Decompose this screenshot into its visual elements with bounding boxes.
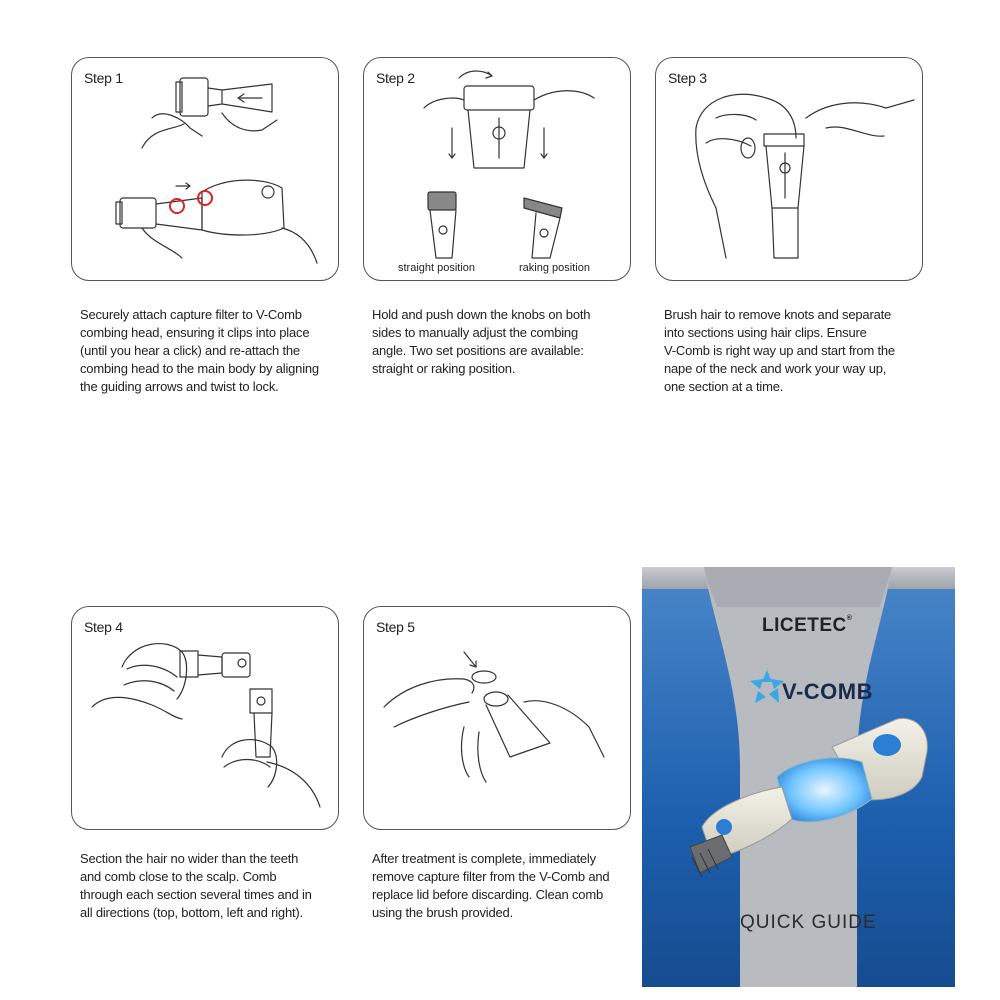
step-4-caption-line: Section the hair no wider than the teeth: [80, 851, 299, 866]
step-3-label: Step 3: [668, 70, 707, 86]
step-1-caption-line: combing head to the main body by aligning: [80, 361, 319, 376]
brand-logo: [762, 615, 852, 637]
brand-name: LICETEC: [762, 615, 847, 636]
step-4-panel: [71, 606, 339, 830]
step-2-caption-line: straight or raking position.: [372, 361, 516, 376]
step-1-caption-line: the guiding arrows and twist to lock.: [80, 379, 279, 394]
step-3-illustration: [656, 58, 924, 282]
step-1-panel: [71, 57, 339, 281]
step-1-caption-line: combing head, ensuring it clips into place: [80, 325, 310, 340]
v-comb-device-image: [682, 707, 952, 897]
step-1-label: Step 1: [84, 70, 123, 86]
step-3-caption-line: V-Comb is right way up and start from the: [664, 343, 895, 358]
step-2-caption: [372, 306, 632, 378]
step-2-caption-line: angle. Two set positions are available:: [372, 343, 584, 358]
step-4-caption-line: through each section several times and in: [80, 887, 312, 902]
step-5-panel: [363, 606, 631, 830]
step-4-caption-line: all directions (top, bottom, left and right).: [80, 905, 303, 920]
raking-position-label: raking position: [519, 262, 590, 274]
step-2-panel: [363, 57, 631, 281]
step-5-caption: [372, 850, 632, 922]
step-2-caption-line: Hold and push down the knobs on both: [372, 307, 591, 322]
step-3-caption-line: into sections using hair clips. Ensure: [664, 325, 867, 340]
step-5-illustration: [364, 607, 632, 831]
step-2-label: Step 2: [376, 70, 415, 86]
step-1-caption-line: (until you hear a click) and re-attach the: [80, 343, 300, 358]
step-5-caption-line: replace lid before discarding. Clean comb: [372, 887, 603, 902]
step-5-label: Step 5: [376, 619, 415, 635]
step-4-label: Step 4: [84, 619, 123, 635]
straight-position-label: straight position: [398, 262, 476, 274]
step-1-illustration: [72, 58, 340, 282]
quick-guide-cover: [642, 567, 955, 987]
step-4-caption: [80, 850, 340, 922]
step-5-caption-line: using the brush provided.: [372, 905, 513, 920]
step-3-caption-line: one section at a time.: [664, 379, 784, 394]
step-2-illustration: [364, 58, 632, 282]
step-3-panel: [655, 57, 923, 281]
step-5-caption-line: remove capture filter from the V-Comb and: [372, 869, 610, 884]
step-1-caption: [80, 306, 340, 396]
step-1-caption-line: Securely attach capture filter to V-Comb: [80, 307, 302, 322]
step-3-caption: [664, 306, 924, 396]
step-3-caption-line: nape of the neck and work your way up,: [664, 361, 887, 376]
step-5-caption-line: After treatment is complete, immediately: [372, 851, 596, 866]
step-4-caption-line: and comb close to the scalp. Comb: [80, 869, 277, 884]
step-3-caption-line: Brush hair to remove knots and separate: [664, 307, 892, 322]
step-2-caption-line: sides to manually adjust the combing: [372, 325, 578, 340]
step-4-illustration: [72, 607, 340, 831]
product-name: V-COMB: [782, 679, 873, 704]
brand-registered-mark: ®: [846, 615, 853, 622]
cover-title: QUICK GUIDE: [740, 912, 877, 933]
